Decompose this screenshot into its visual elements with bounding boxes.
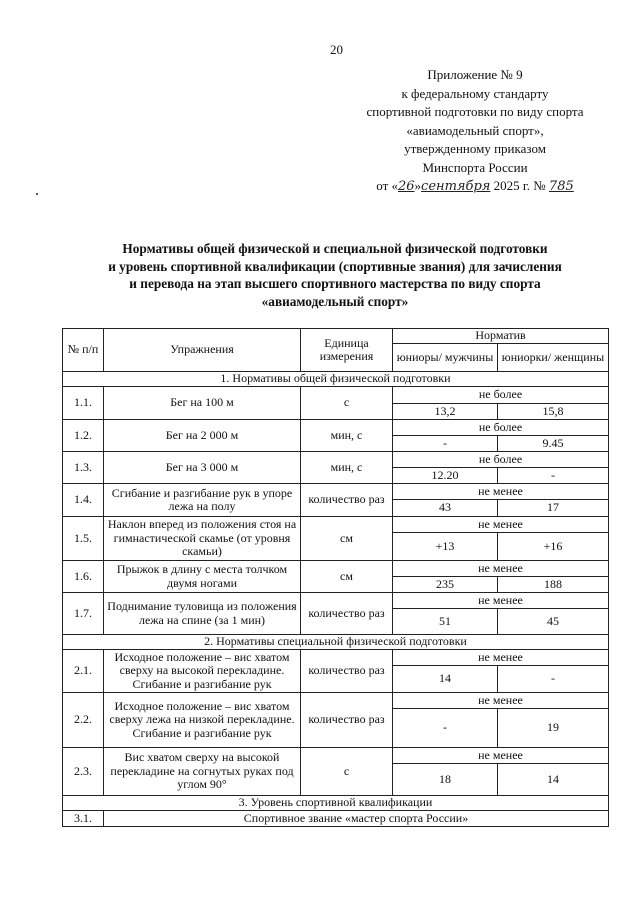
row-number: 1.3. (63, 452, 104, 484)
row-number: 2.1. (63, 650, 104, 693)
row-unit: количество раз (301, 593, 393, 635)
row-number: 1.7. (63, 593, 104, 635)
section-row (63, 372, 609, 387)
row-unit: с (301, 387, 393, 420)
row-exercise: Исходное положение – вис хватом сверху лежа на низкой перекладине. Сгибание и разгибание рук (104, 693, 301, 748)
row-criterion: не более (393, 420, 609, 436)
appendix-line: к федеральному стандарту (401, 85, 549, 101)
row-unit: количество раз (301, 484, 393, 517)
value-women: 14 (498, 764, 609, 796)
row-criterion: не более (393, 452, 609, 468)
row-unit: мин, с (301, 452, 393, 484)
page-number: 20 (330, 42, 343, 57)
row-criterion: не менее (393, 517, 609, 533)
handwritten-number: 785 (548, 179, 574, 194)
section-title: 1. Нормативы общей физической подготовки (63, 372, 609, 387)
table-row (63, 650, 609, 666)
value-men: 43 (393, 500, 498, 517)
row-criterion: не более (393, 387, 609, 404)
table-row (63, 811, 609, 827)
row-exercise: Вис хватом сверху на высокой перекладине на согнутых руках под углом 90° (104, 748, 301, 796)
date-year: 2025 г. № (493, 178, 546, 193)
row-number: 1.2. (63, 420, 104, 452)
value-women: 19 (498, 709, 609, 748)
date-prefix: от « (376, 178, 398, 193)
row-unit: количество раз (301, 650, 393, 693)
appendix-line: спортивной подготовки по виду спорта (366, 104, 584, 119)
table-row (63, 561, 609, 577)
header-women: юниорки/ женщины (498, 344, 609, 372)
title-line: «авиамодельный спорт» (261, 293, 409, 309)
value-men: 13,2 (393, 404, 498, 420)
appendix-line: Приложение № 9 (427, 67, 523, 82)
row-unit: количество раз (301, 693, 393, 748)
table-row (63, 748, 609, 764)
row-exercise: Исходное положение – вис хватом сверху на высокой перекладине. Сгибание и разгибание рук (104, 650, 301, 693)
row-criterion: не менее (393, 650, 609, 666)
appendix-header (340, 66, 610, 197)
scan-speck (36, 193, 38, 195)
header-norm: Норматив (393, 329, 609, 344)
title-line: и перевода на этап высшего спортивного мастерства по виду спорта (129, 276, 541, 291)
section-title: 3. Уровень спортивной квалификации (63, 796, 609, 811)
row-criterion: не менее (393, 484, 609, 500)
appendix-line: Минспорта России (422, 159, 528, 175)
row-number: 1.4. (63, 484, 104, 517)
value-men: 51 (393, 609, 498, 635)
value-men: - (393, 436, 498, 452)
header-unit: Единица измерения (301, 329, 393, 372)
row-criterion: не менее (393, 593, 609, 609)
title-line: и уровень спортивной квалификации (спортивные звания) для зачисления (108, 258, 562, 274)
row-unit: мин, с (301, 420, 393, 452)
table-row (63, 420, 609, 436)
table-row (63, 693, 609, 709)
appendix-line: утвержденному приказом (404, 141, 546, 156)
appendix-line: «авиамодельный спорт», (406, 122, 544, 138)
row-unit: см (301, 561, 393, 593)
row-number: 2.2. (63, 693, 104, 748)
row-number: 3.1. (63, 811, 104, 827)
row-exercise: Бег на 3 000 м (104, 452, 301, 484)
document-title (60, 240, 610, 310)
row-criterion: не менее (393, 748, 609, 764)
handwritten-day: 26 (398, 179, 415, 194)
table-row (63, 387, 609, 404)
row-number: 1.5. (63, 517, 104, 561)
row-criterion: не менее (393, 693, 609, 709)
row-exercise: Поднимание туловища из положения лежа на спине (за 1 мин) (104, 593, 301, 635)
row-unit: с (301, 748, 393, 796)
section-row (63, 796, 609, 811)
value-women: 9.45 (498, 436, 609, 452)
row-number: 1.6. (63, 561, 104, 593)
row-exercise: Сгибание и разгибание рук в упоре лежа на полу (104, 484, 301, 517)
value-women: - (498, 666, 609, 693)
value-women: 45 (498, 609, 609, 635)
table-row (63, 452, 609, 468)
table-row (63, 517, 609, 533)
row-exercise: Бег на 2 000 м (104, 420, 301, 452)
value-women: +16 (498, 533, 609, 561)
row-number: 1.1. (63, 387, 104, 420)
title-line: Нормативы общей физической и специальной физической подготовки (122, 241, 548, 256)
value-women: - (498, 468, 609, 484)
value-women: 188 (498, 577, 609, 593)
section-row (63, 635, 609, 650)
row-exercise: Наклон вперед из положения стоя на гимнастической скамье (от уровня скамьи) (104, 517, 301, 561)
handwritten-month: сентября (421, 179, 491, 194)
row-unit: см (301, 517, 393, 561)
row-text: Спортивное звание «мастер спорта России» (104, 811, 609, 827)
value-men: 14 (393, 666, 498, 693)
order-date-line (340, 177, 610, 197)
value-men: 18 (393, 764, 498, 796)
section-title: 2. Нормативы специальной физической подготовки (63, 635, 609, 650)
row-criterion: не менее (393, 561, 609, 577)
value-men: 12.20 (393, 468, 498, 484)
row-exercise: Бег на 100 м (104, 387, 301, 420)
row-number: 2.3. (63, 748, 104, 796)
row-exercise: Прыжок в длину с места толчком двумя ногами (104, 561, 301, 593)
standards-table (62, 328, 609, 827)
value-women: 17 (498, 500, 609, 517)
value-men: 235 (393, 577, 498, 593)
table-row (63, 593, 609, 609)
date-mid: » (414, 178, 422, 193)
value-men: +13 (393, 533, 498, 561)
header-num: № п/п (63, 329, 104, 372)
value-men: - (393, 709, 498, 748)
value-women: 15,8 (498, 404, 609, 420)
header-exercise: Упражнения (104, 329, 301, 372)
table-row (63, 484, 609, 500)
header-men: юниоры/ мужчины (393, 344, 498, 372)
